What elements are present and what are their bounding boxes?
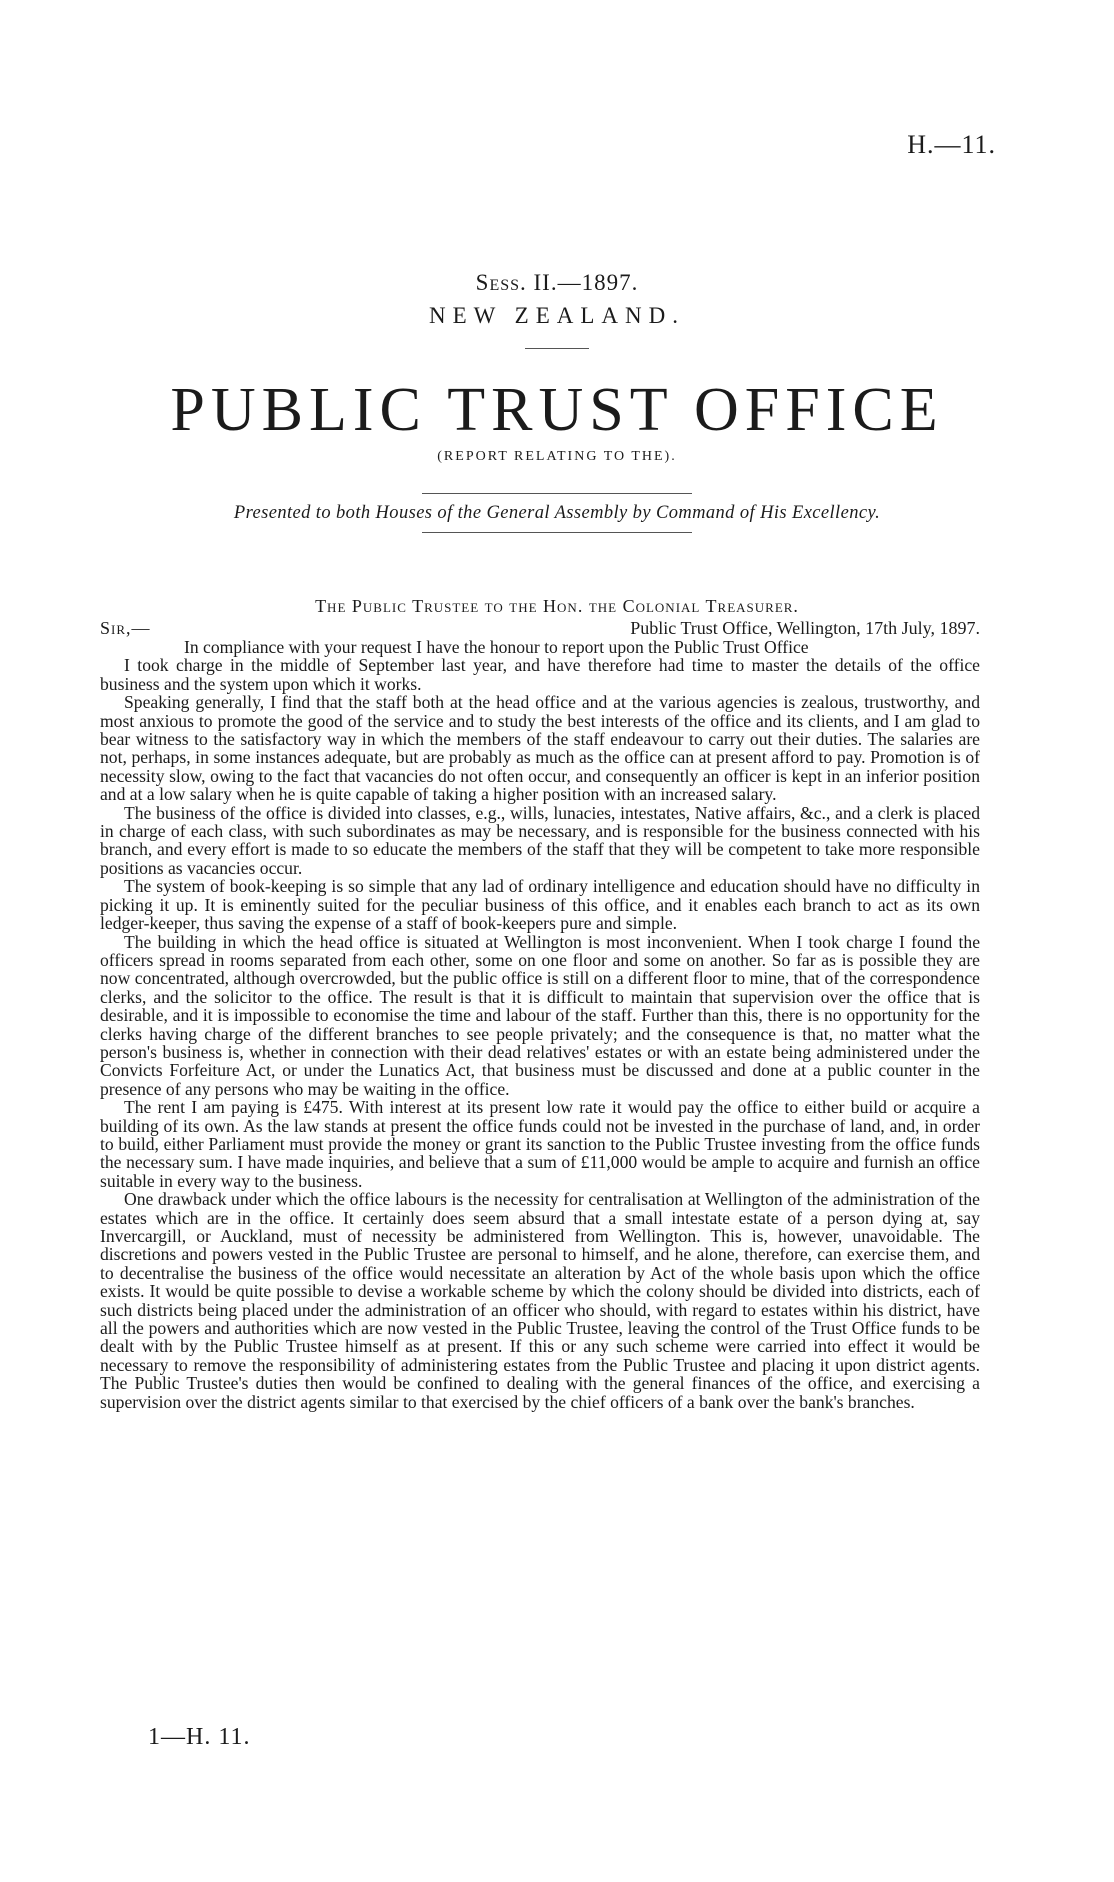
letter-body <box>100 638 980 1411</box>
page-subtitle: (REPORT RELATING TO THE). <box>437 449 677 464</box>
country-line: NEW ZEALAND. <box>428 303 686 328</box>
presented-line: Presented to both Houses of the General Assembly by Command of His Excellency. <box>233 503 881 523</box>
footer-page-number: 1—H. 11. <box>148 1724 251 1750</box>
document-header <box>0 268 1114 533</box>
title-divider-bottom <box>422 532 692 533</box>
paragraph: The business of the office is divided into classes, e.g., wills, lunacies, intestates, Native affairs, &c., and a clerk is placed in charge of each class, with such subordinates as may be necessary, and is responsible for the business connected with his branch, and every effort is made to so educate the members of the staff that they will be competent to take more responsible positions as vacancies occur. <box>100 802 980 878</box>
letter-address: The Public Trustee to the Hon. the Colonial Treasurer. <box>315 596 799 616</box>
dateline: Public Trust Office, Wellington, 17th July, 1897. <box>630 618 980 638</box>
paragraph: The building in which the head office is situated at Wellington is most inconvenient. When I took charge I found the officers spread in rooms separated from each other, some on one floor and some on another. So far as is possible they are now concentrated, although overcrowded, but the public office is still on a different floor to mine, that of the correspondence clerks, and the solicitor to the office. The result is that it is difficult to maintain that supervision over the office that is desirable, and it is impossible to economise the time and labour of the staff. Further than this, there is no opportunity for the clerks having charge of the different branches to see people privately; and the consequence is that, no matter what the person's business is, whether in connection with their dead relatives' estates or with an estate being administered under the Convicts Forfeiture Act, or under the Lunatics Act, that business must be discussed and done at a public counter in the presence of any persons who may be waiting in the office. <box>100 931 980 1099</box>
header-divider <box>525 348 589 349</box>
session-line: Sess. II.—1897. <box>475 270 639 295</box>
page-reference: H.—11. <box>907 130 996 159</box>
paragraph: The rent I am paying is £475. With interest at its present low rate it would pay the office to either build or acquire a building of its own. As the law stands at present the office funds could not be invested in the purchase of land, and, in order to build, either Parliament must provide the money or grant its sanction to the Public Trustee investing from the office funds the necessary sum. I have made inquiries, and believe that a sum of £11,000 would be ample to acquire and furnish an office suitable in every way to the business. <box>100 1097 980 1191</box>
paragraph: Speaking generally, I find that the staff both at the head office and at the various agencies is zealous, trustworthy, and most anxious to promote the good of the service and to study the best interests of the office and its clients, and I am glad to bear witness to the satisfactory way in which the members of the staff endeavour to carry out their duties. The salaries are not, perhaps, in some instances adequate, but are probably as much as the office can at present afford to pay. Promotion is of necessity slow, owing to the fact that vacancies do not often occur, and consequently an officer is kept in an inferior position and at a low salary when he is quite capable of taking a higher position with an increased salary. <box>100 692 980 805</box>
salutation: Sir,— <box>100 618 151 638</box>
paragraph: The system of book-keeping is so simple that any lad of ordinary intelligence and education should have no difficulty in picking it up. It is eminently suited for the peculiar business of this office, and it enables each branch to act as its own ledger-keeper, thus saving the expense of a staff of book-keepers pure and simple. <box>100 876 980 934</box>
paragraph: I took charge in the middle of September last year, and have therefore had time to master the details of the office business and the system upon which it works. <box>100 655 980 694</box>
paragraph: One drawback under which the office labours is the necessity for centralisation at Wellington of the administration of the estates which are in the office. It certainly does seem absurd that a small intestate estate of a person dying at, say Invercargill, or Auckland, must of necessity be administered from Wellington. This is, however, unavoidable. The discretions and powers vested in the Public Trustee are personal to himself, and he alone, therefore, can exercise them, and to decentralise the business of the office would necessitate an alteration by Act of the whole basis upon which the office exists. It would be quite possible to devise a workable scheme by which the colony should be divided into districts, each of such districts being placed under the administration of an officer who should, with regard to estates within his district, have all the powers and authorities which are now vested in the Public Trustee, leaving the control of the Trust Office funds to be dealt with by the Public Trustee himself as at present. If this or any such scheme were carried into effect it would be necessary to remove the responsibility of administering estates from the Public Trustee and placing it upon district agents. The Public Trustee's duties then would be confined to dealing with the general finances of the office, and exercising a supervision over the district agents similar to that exercised by the chief officers of a bank over the bank's branches. <box>100 1189 980 1412</box>
title-divider-top <box>422 493 692 494</box>
paragraph: In compliance with your request I have the honour to report upon the Public Trust Office <box>184 637 809 657</box>
page-title: PUBLIC TRUST OFFICE <box>170 376 944 444</box>
